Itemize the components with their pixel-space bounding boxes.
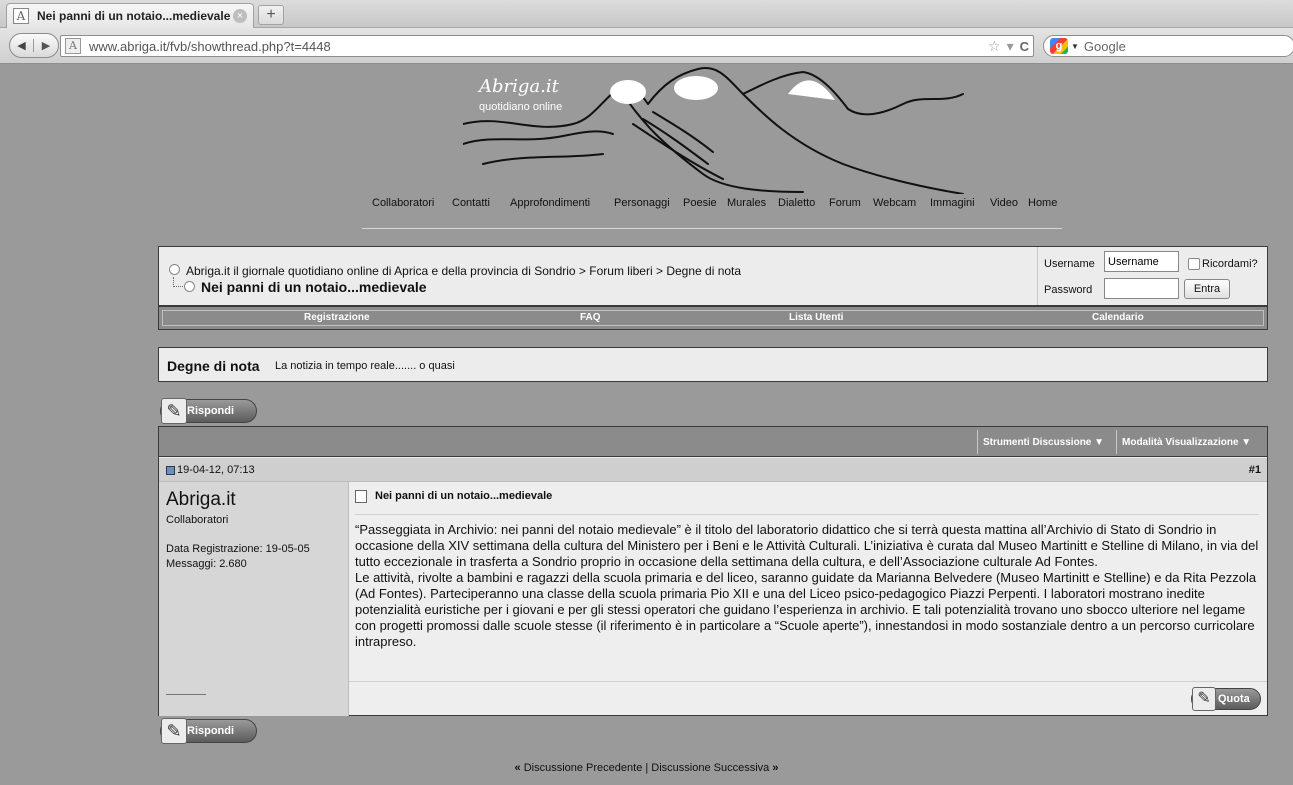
post-date-bar [159, 458, 1267, 482]
post-permalink[interactable]: #1 [1248, 464, 1261, 476]
divider [355, 514, 1259, 515]
quote-button[interactable] [1191, 688, 1261, 710]
post-container [158, 426, 1268, 716]
thread-navigation [0, 762, 1293, 774]
display-mode-label: Modalità Visualizzazione [1122, 437, 1239, 448]
breadcrumb-home-link[interactable]: Abriga.it il giornale quotidiano online di Aprica e della provincia di Sondrio [186, 264, 576, 278]
new-tab-button[interactable]: + [258, 5, 284, 25]
post-date: 19-04-12, 07:13 [177, 464, 255, 476]
login-form [1037, 247, 1269, 305]
bookmark-star-icon[interactable]: ☆ [988, 37, 1001, 54]
url-text[interactable]: www.abriga.it/fvb/showthread.php?t=4448 [89, 38, 331, 54]
post-message [349, 482, 1267, 716]
address-bar[interactable] [60, 35, 1034, 57]
toolbar-separator [977, 430, 978, 454]
divider [349, 681, 1267, 682]
reply-button-bottom[interactable] [160, 719, 257, 743]
username-input[interactable] [1104, 251, 1179, 272]
reload-icon[interactable]: C [1019, 38, 1029, 54]
tree-connector [173, 277, 183, 287]
post-author-panel [159, 482, 349, 716]
author-message-count: Messaggi: 2.680 [166, 558, 247, 570]
pencil-paper-icon: ✎ [161, 718, 187, 744]
reply-label: Rispondi [187, 725, 235, 737]
nav-link-murales[interactable]: Murales [727, 197, 767, 209]
post-body [355, 522, 1259, 650]
prev-arrow-icon: « [514, 762, 521, 774]
remember-me-checkbox[interactable] [1188, 258, 1200, 270]
site-tagline: quotidiano online [479, 101, 563, 113]
login-button[interactable]: Entra [1184, 279, 1230, 299]
breadcrumb-box [158, 246, 1268, 306]
navigation-toolbar [0, 28, 1293, 64]
reply-label: Rispondi [187, 405, 235, 417]
thread-title: Nei panni di un notaio...medievale [201, 279, 427, 295]
password-label: Password [1044, 284, 1093, 296]
nav-separator: | [645, 762, 649, 774]
back-forward-group [9, 33, 59, 58]
breadcrumb-separator: > [655, 264, 663, 278]
thread-tools-label: Strumenti Discussione [983, 437, 1092, 448]
display-mode-menu[interactable]: Modalità Visualizzazione ▼ [1122, 437, 1252, 448]
post-title: Nei panni di un notaio...medievale [375, 490, 553, 502]
nav-registrazione[interactable]: Registrazione [304, 312, 370, 323]
signature-divider [166, 694, 206, 695]
search-input[interactable]: Google [1083, 38, 1126, 54]
thread-icon [184, 281, 195, 292]
search-bar[interactable] [1043, 35, 1293, 57]
tab-bar [0, 0, 1293, 28]
history-dropdown-icon[interactable]: ▾ [1006, 37, 1014, 54]
nav-link-poesie[interactable]: Poesie [683, 197, 717, 209]
author-registration: Data Registrazione: 19-05-05 [166, 543, 310, 555]
back-arrow-icon[interactable]: ◀ [10, 39, 34, 52]
nav-link-webcam[interactable]: Webcam [873, 197, 917, 209]
breadcrumb [186, 264, 741, 278]
search-engine-icon[interactable]: g [1050, 38, 1068, 54]
author-name[interactable]: Abriga.it [166, 489, 236, 510]
toolbar-separator [1116, 430, 1117, 454]
nav-link-collaboratori[interactable]: Collaboratori [372, 197, 435, 209]
remember-me-label: Ricordami? [1202, 258, 1258, 270]
next-arrow-icon: » [772, 762, 779, 774]
forum-home-icon [169, 264, 180, 275]
breadcrumb-separator: > [578, 264, 586, 278]
nav-calendario[interactable]: Calendario [1092, 312, 1144, 323]
nav-link-contatti[interactable]: Contatti [452, 197, 490, 209]
forum-name: Degne di nota [167, 358, 260, 374]
breadcrumb-section-link[interactable]: Degne di nota [666, 264, 742, 278]
post-toolbar [159, 427, 1267, 457]
tab-title: Nei panni di un notaio...medievale [37, 9, 231, 23]
divider [362, 228, 1062, 229]
site-favicon-icon: A [13, 8, 29, 24]
next-thread-link[interactable]: Discussione Successiva [651, 762, 770, 774]
site-favicon-icon: A [65, 38, 81, 54]
site-logo[interactable]: Abriga.it [479, 76, 559, 97]
forum-navbar [158, 306, 1268, 330]
document-icon [355, 490, 367, 503]
engine-dropdown-icon[interactable]: ▼ [1071, 41, 1079, 51]
nav-link-immagini[interactable]: Immagini [930, 197, 975, 209]
forum-description: La notizia in tempo reale....... o quasi [275, 360, 455, 372]
nav-link-personaggi[interactable]: Personaggi [614, 197, 670, 209]
breadcrumb-forum-link[interactable]: Forum liberi [589, 264, 653, 278]
thread-tools-menu[interactable]: Strumenti Discussione ▼ [983, 437, 1105, 448]
reply-button[interactable] [160, 399, 257, 423]
previous-thread-link[interactable]: Discussione Precedente [523, 762, 643, 774]
nav-faq[interactable]: FAQ [580, 312, 601, 323]
nav-link-video[interactable]: Video [990, 197, 1018, 209]
browser-tab[interactable] [6, 3, 254, 28]
nav-link-approfondimenti[interactable]: Approfondimenti [510, 197, 591, 209]
nav-lista-utenti[interactable]: Lista Utenti [789, 312, 844, 323]
pencil-paper-icon: ✎ [161, 398, 187, 424]
post-paragraph: Le attività, rivolte a bambini e ragazzi della scuola primaria e del liceo, saranno guidate da Marianna Belvedere (Museo Martinitt e Stelline) e da Rita Pezzola (Ad Fontes). Parteciperanno una classe della scuola primaria Pio XII e una del Liceo psico-pedagogico Piazzi Perpenti. I laboratori mostrano inedite potenzialità euristiche per i giovani e per gli stessi operatori che guidano l’esperienza in archivio. E tali potenzialità trovano uno sbocco ulteriore nel legame con progetti promossi dalle scuole stesse (il riferimento è in particolare a “Scuole aperte”), innestandosi in modo sostanziale dentro a un percorso curricolare intrapreso. [355, 570, 1257, 649]
forum-header [158, 347, 1268, 382]
nav-link-dialetto[interactable]: Dialetto [778, 197, 816, 209]
nav-link-forum[interactable]: Forum [829, 197, 861, 209]
quote-label: Quota [1218, 693, 1250, 705]
username-label: Username [1044, 258, 1095, 270]
site-navigation [0, 197, 1293, 211]
post-status-icon [166, 466, 175, 475]
nav-link-home[interactable]: Home [1028, 197, 1058, 209]
close-tab-icon[interactable]: × [233, 9, 247, 23]
author-rank: Collaboratori [166, 514, 229, 526]
post-paragraph: “Passeggiata in Archivio: nei panni del notaio medievale” è il titolo del laboratorio didattico che si terrà questa mattina all’Archivio di Stato di Sondrio in occasione della XIV settimana della cultura del Ministero per i Beni e le Attività Culturali. L’iniziativa è curata dal Museo Martinitt e Stelline di Milano, in via del tutto eccezionale in trasferta a Sondrio proprio in occasione della settimana della cultura, e dell’Associazione culturale Ad Fontes. [355, 522, 1259, 569]
password-input[interactable] [1104, 278, 1179, 299]
pencil-paper-icon: ✎ [1192, 687, 1216, 711]
forward-arrow-icon[interactable]: ▶ [41, 40, 51, 52]
